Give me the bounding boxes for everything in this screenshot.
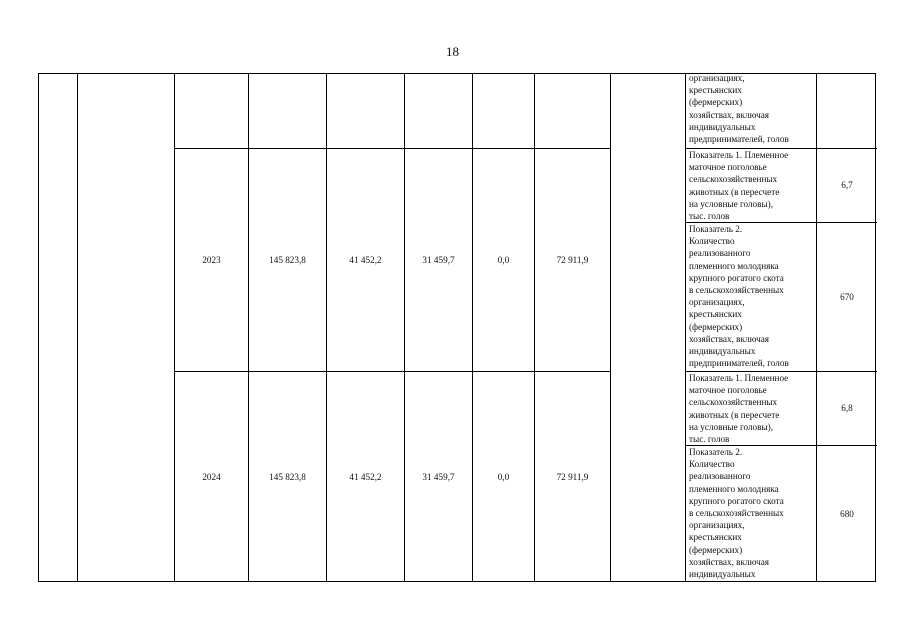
indicator-text: Показатель 2. Количество реализованного племенного молодняка крупного рогатого скота в сельскохозяйственных организациях, крестьянских (фермерских) хозяйствах, включая индивидуальных <box>689 447 784 580</box>
indicator-text: Показатель 2. Количество реализованного племенного молодняка крупного рогатого скота в сельскохозяйственных организациях, крестьянских (фермерских) хозяйствах, включая индивидуальных предпринимателей, голов <box>689 224 789 369</box>
funding-cell: 31 459,7 <box>422 254 455 265</box>
indicator-value: 6,7 <box>841 180 853 191</box>
funding-cell: 41 452,2 <box>349 472 382 483</box>
total-funding-cell: 145 823,8 <box>269 254 306 265</box>
indicator-text: Показатель 1. Племенное маточное поголовье сельскохозяйственных животных (в пересчете на условные головы), тыс. голов <box>689 373 789 445</box>
funding-cell: 72 911,9 <box>556 472 589 483</box>
indicator-value: 680 <box>840 508 854 519</box>
indicator-continuation-text: организациях, крестьянских (фермерских) хозяйствах, включая индивидуальных предпринимателей, голов <box>689 73 789 145</box>
page-number: 18 <box>446 44 459 59</box>
funding-cell: 0,0 <box>497 472 510 483</box>
year-cell: 2024 <box>202 472 221 483</box>
funding-cell: 41 452,2 <box>349 254 382 265</box>
year-cell: 2023 <box>202 254 221 265</box>
col-divider <box>610 74 611 581</box>
program-table <box>38 73 876 582</box>
funding-cell: 31 459,7 <box>422 472 455 483</box>
total-funding-cell: 145 823,8 <box>269 472 306 483</box>
col-divider <box>77 74 78 581</box>
indicator-value: 6,8 <box>841 403 853 414</box>
indicator-text: Показатель 1. Племенное маточное поголовье сельскохозяйственных животных (в пересчете на условные головы), тыс. голов <box>689 150 789 222</box>
indicator-value: 670 <box>840 291 854 302</box>
funding-cell: 72 911,9 <box>556 254 589 265</box>
funding-cell: 0,0 <box>497 254 510 265</box>
